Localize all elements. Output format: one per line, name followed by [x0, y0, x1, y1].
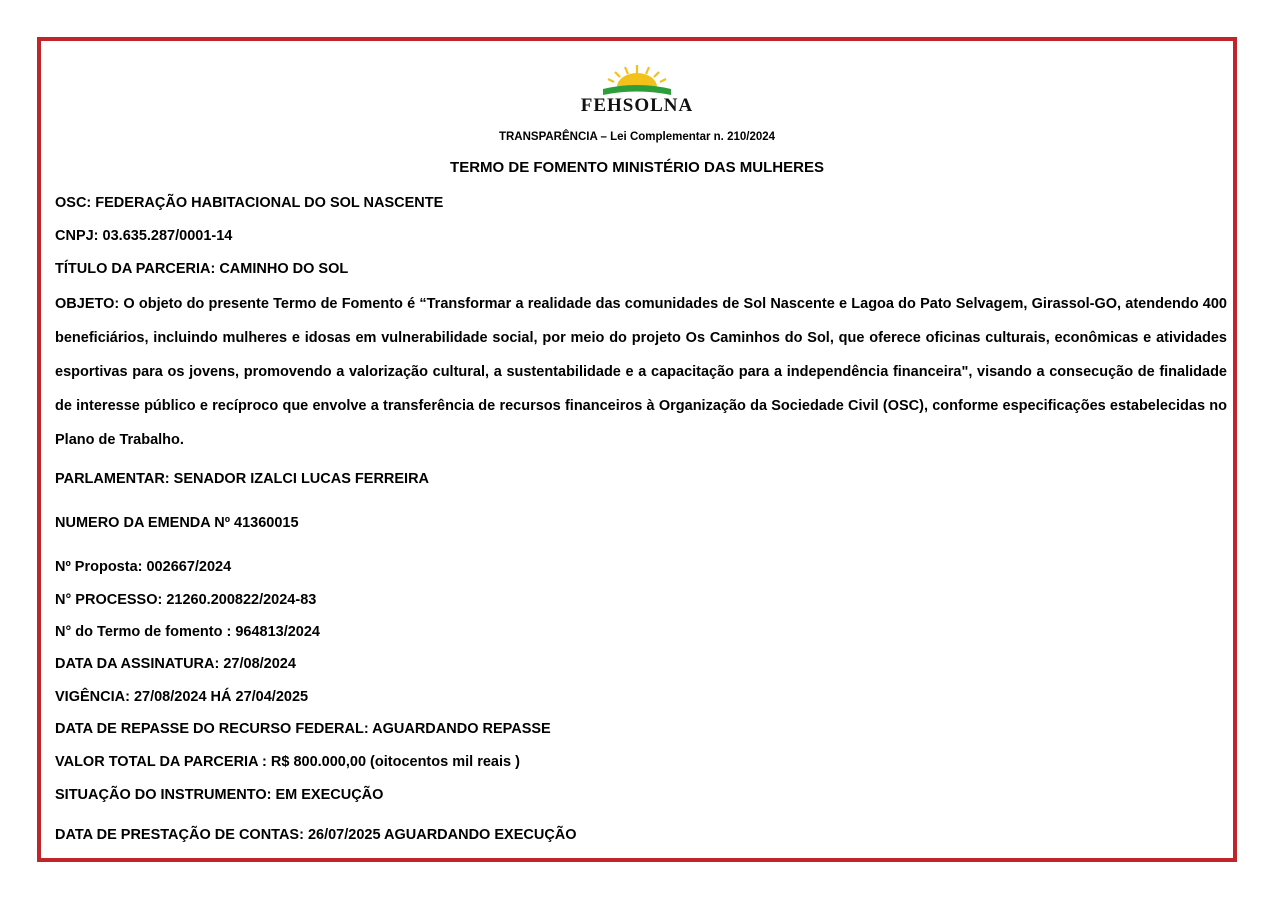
- vigencia-line: VIGÊNCIA: 27/08/2024 HÁ 27/04/2025: [55, 689, 309, 705]
- document-frame: [37, 37, 1237, 862]
- sun-field-logo-icon: [601, 63, 673, 97]
- titulo-line: TÍTULO DA PARCERIA: CAMINHO DO SOL: [55, 261, 349, 277]
- osc-line: OSC: FEDERAÇÃO HABITACIONAL DO SOL NASCENTE: [55, 195, 444, 211]
- brand-name: FEHSOLNA: [580, 95, 694, 116]
- parlamentar-line: PARLAMENTAR: SENADOR IZALCI LUCAS FERREIRA: [55, 471, 430, 487]
- objeto-paragraph: OBJETO: O objeto do presente Termo de Fomento é “Transformar a realidade das comunidades de Sol Nascente e Lagoa do Pato Selvagem, Girassol-GO, atendendo 400 beneficiários, incluindo mulheres e idosas em vulnerabilidade social, por meio do projeto Os Caminhos do Sol, que oferece oficinas culturais, econômicas e atividades esportivas para os jovens, promovendo a valorização cultural, a sustentabilidade e a capacitação para a independência financeira", visando a consecução de finalidade de interesse público e recíproco que envolve a transferência de recursos financeiros à Organização da Sociedade Civil (OSC), conforme especificações estabelecidas no Plano de Trabalho.: [55, 296, 1227, 448]
- document-title: TERMO DE FOMENTO MINISTÉRIO DAS MULHERES: [450, 159, 824, 176]
- prestacao-line: DATA DE PRESTAÇÃO DE CONTAS: 26/07/2025 AGUARDANDO EXECUÇÃO: [55, 827, 577, 843]
- situacao-line: SITUAÇÃO DO INSTRUMENTO: EM EXECUÇÃO: [55, 787, 384, 803]
- repasse-line: DATA DE REPASSE DO RECURSO FEDERAL: AGUARDANDO REPASSE: [55, 721, 551, 737]
- assinatura-line: DATA DA ASSINATURA: 27/08/2024: [55, 656, 296, 672]
- proposta-line: Nº Proposta: 002667/2024: [55, 559, 232, 575]
- transparency-subheading: TRANSPARÊNCIA – Lei Complementar n. 210/2024: [498, 131, 776, 143]
- valor-line: VALOR TOTAL DA PARCERIA : R$ 800.000,00 (oitocentos mil reais ): [55, 754, 520, 770]
- logo: [41, 63, 1233, 117]
- cnpj-line: CNPJ: 03.635.287/0001-14: [55, 228, 233, 244]
- termo-line: N° do Termo de fomento : 964813/2024: [55, 624, 321, 640]
- processo-line: N° PROCESSO: 21260.200822/2024-83: [55, 592, 317, 608]
- emenda-line: NUMERO DA EMENDA Nº 41360015: [55, 515, 299, 531]
